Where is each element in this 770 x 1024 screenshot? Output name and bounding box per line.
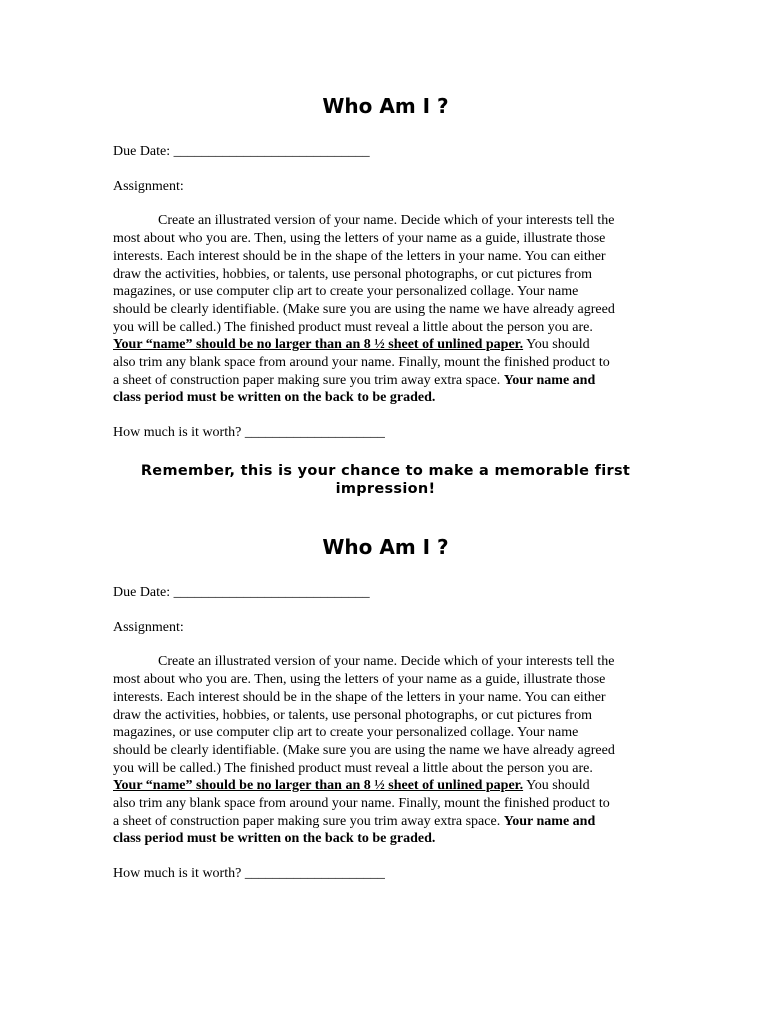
body-line: draw the activities, hobbies, or talents, use personal photographs, or cut pictures from [113,266,592,282]
worth-line: How much is it worth? ____________________ [113,866,385,882]
body-text-fragment: You should [523,337,590,353]
body-line: also trim any blank space from around your name. Finally, mount the finished product to [113,796,610,812]
grading-rule: class period must be written on the back to be graded. [113,831,436,847]
assignment-label: Assignment: [113,178,184,194]
size-rule: Your “name” should be no larger than an 8 ½ sheet of unlined paper. [113,337,524,353]
grading-rule: Your name and [503,372,596,388]
due-date-line: Due Date: ____________________________ [113,144,370,159]
body-line: should be clearly identifiable. (Make sure you are using the name we have already agreed [113,301,615,317]
assignment-body [113,212,658,407]
body-text-fragment: a sheet of construction paper making sure you trim away extra space. [113,813,504,829]
assignment-body [113,653,658,848]
worth-line: How much is it worth? ____________________ [113,425,385,441]
assignment-label: Assignment: [113,619,184,635]
body-text-fragment: a sheet of construction paper making sure you trim away extra space. [113,372,504,388]
body-line: magazines, or use computer clip art to create your personalized collage. Your name [113,725,579,741]
body-line: Create an illustrated version of your name. Decide which of your interests tell the [158,213,615,229]
grading-rule: Your name and [503,813,596,829]
body-line: interests. Each interest should be in the shape of the letters in your name. You can either [113,248,606,264]
reminder-line: impression! [335,481,436,497]
grading-rule: class period must be written on the back to be graded. [113,390,436,406]
reminder-callout [113,462,658,498]
body-text-fragment: You should [523,778,590,794]
body-line: Create an illustrated version of your name. Decide which of your interests tell the [158,654,615,670]
body-line: most about who you are. Then, using the letters of your name as a guide, illustrate those [113,231,606,247]
body-line: you will be called.) The finished product must reveal a little about the person you are. [113,760,593,776]
reminder-line: Remember, this is your chance to make a memorable first [140,463,631,479]
due-date-line: Due Date: ____________________________ [113,585,370,600]
body-line: most about who you are. Then, using the letters of your name as a guide, illustrate those [113,672,606,688]
size-rule: Your “name” should be no larger than an 8 ½ sheet of unlined paper. [113,778,524,794]
body-line: magazines, or use computer clip art to create your personalized collage. Your name [113,284,579,300]
body-line: should be clearly identifiable. (Make sure you are using the name we have already agreed [113,742,615,758]
body-line: you will be called.) The finished product must reveal a little about the person you are. [113,319,593,335]
page-title: Who Am I ? [322,535,449,559]
worksheet-section-second [113,534,658,883]
body-line: draw the activities, hobbies, or talents, use personal photographs, or cut pictures from [113,707,592,723]
body-line: interests. Each interest should be in the shape of the letters in your name. You can either [113,689,606,705]
worksheet-section-first [113,93,658,442]
page-title: Who Am I ? [322,94,449,118]
body-line: also trim any blank space from around your name. Finally, mount the finished product to [113,355,610,371]
